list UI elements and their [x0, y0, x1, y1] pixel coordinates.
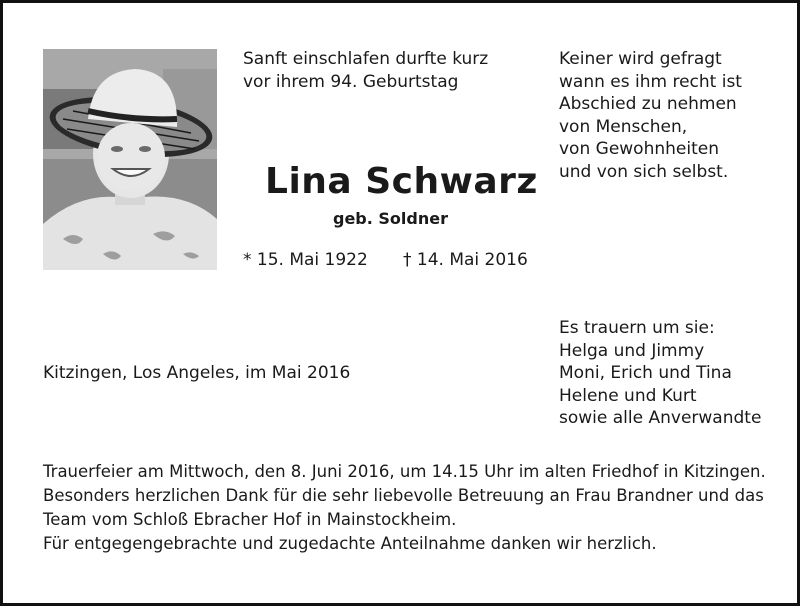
- quote-right-line: Abschied zu nehmen: [559, 94, 737, 114]
- quote-right-line: und von sich selbst.: [559, 161, 729, 182]
- portrait-photo: [43, 49, 217, 270]
- place-date: Kitzingen, Los Angeles, im Mai 2016: [43, 363, 351, 383]
- mourners-line: Moni, Erich und Tina: [559, 363, 732, 383]
- quote-left-line: Sanft einschlafen durfte kurz: [243, 49, 489, 69]
- mourners-line: Helene und Kurt: [559, 385, 697, 406]
- footer-line: Team vom Schloß Ebracher Hof in Mainstockheim.: [43, 510, 457, 529]
- maiden-name: geb. Soldner: [333, 209, 448, 228]
- quote-right-line: wann es ihm recht ist: [559, 71, 742, 92]
- quote-left-line: vor ihrem 94. Geburtstag: [243, 71, 459, 92]
- portrait-image: [43, 49, 217, 270]
- footer-line: Besonders herzlichen Dank für die sehr liebevolle Betreuung an Frau Brandner und das: [43, 486, 764, 505]
- quote-right-line: von Gewohnheiten: [559, 139, 719, 159]
- quote-right-line: Keiner wird gefragt: [559, 49, 722, 69]
- footer-text: [43, 460, 766, 556]
- mourners-line: Helga und Jimmy: [559, 340, 705, 361]
- mourners-line: sowie alle Anverwandte: [559, 408, 762, 428]
- death-date: † 14. Mai 2016: [403, 250, 528, 270]
- birth-date: * 15. Mai 1922: [243, 250, 368, 270]
- footer-line: Trauerfeier am Mittwoch, den 8. Juni 2016, um 14.15 Uhr im alten Friedhof in Kitzingen.: [43, 462, 766, 481]
- deceased-name: Lina Schwarz: [265, 161, 538, 202]
- mourners-line: Es trauern um sie:: [559, 318, 715, 338]
- quote-left: [243, 48, 488, 93]
- quote-right: [559, 48, 742, 183]
- mourners-list: [559, 317, 761, 430]
- quote-right-line: von Menschen,: [559, 116, 688, 137]
- footer-line: Für entgegengebrachte und zugedachte Anteilnahme danken wir herzlich.: [43, 534, 657, 553]
